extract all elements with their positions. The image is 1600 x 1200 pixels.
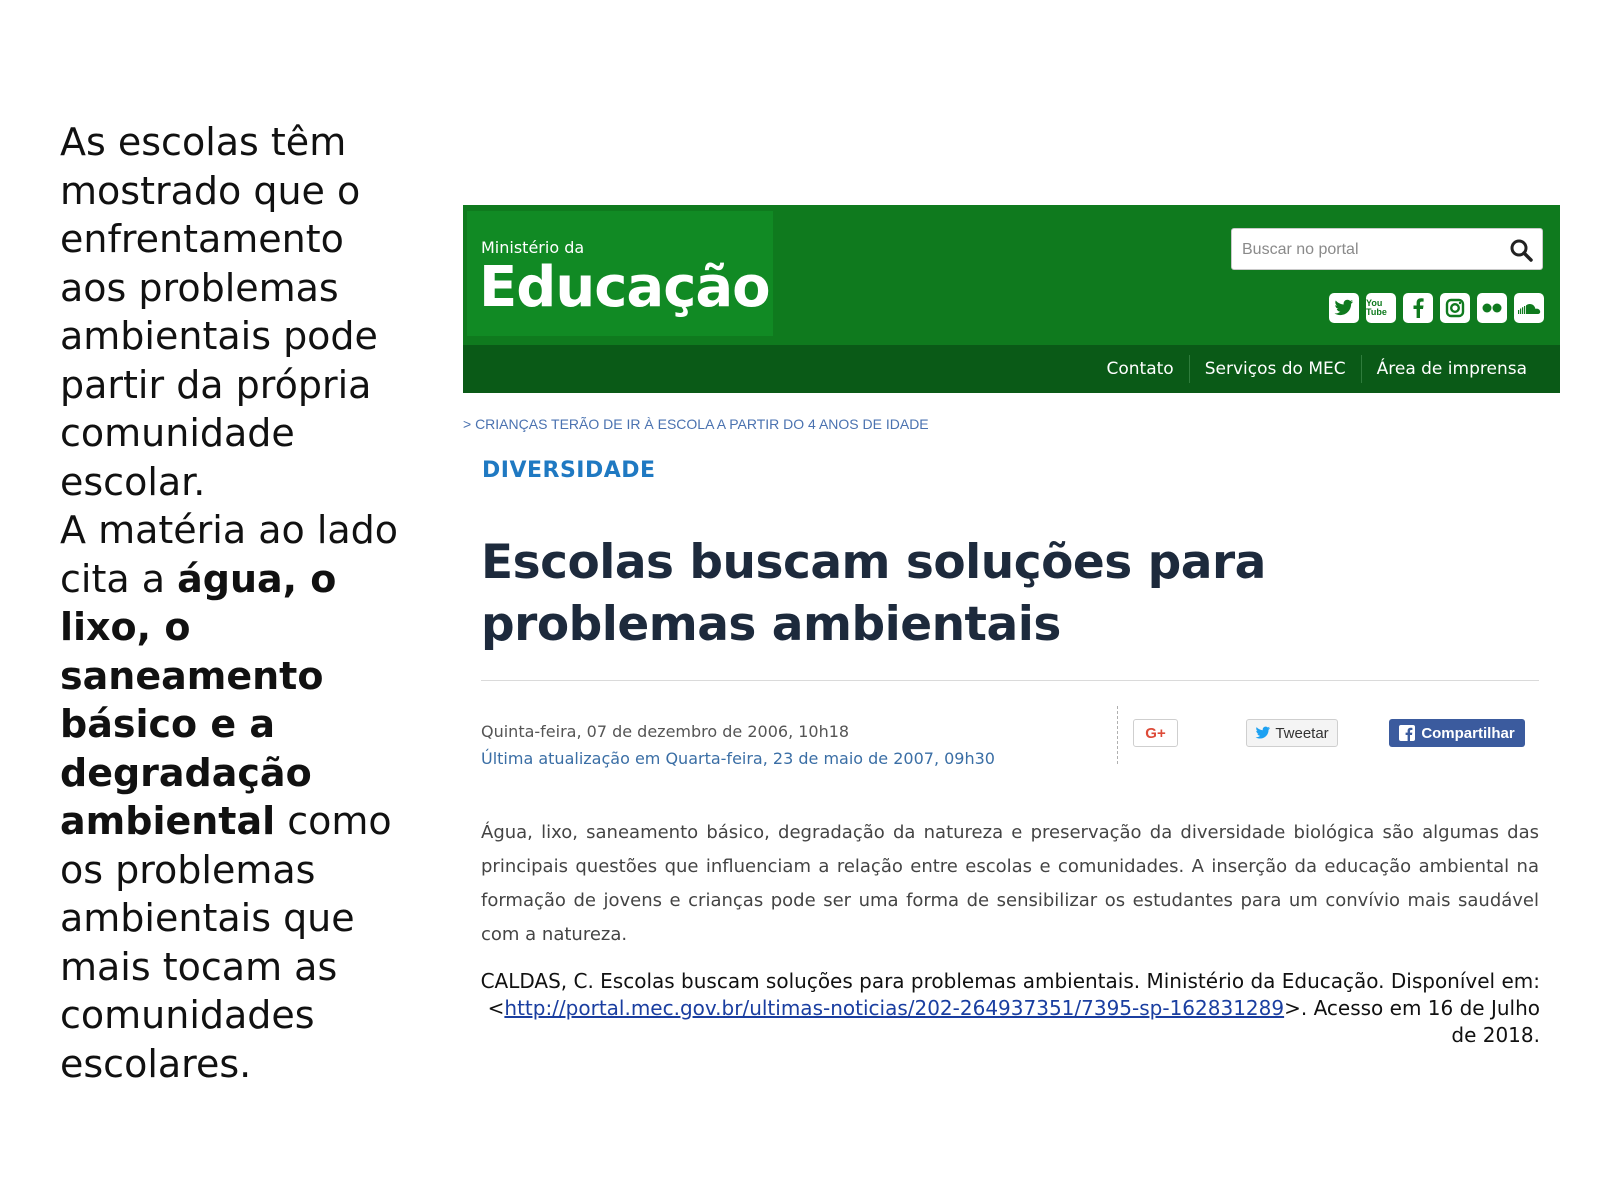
youtube-icon[interactable]: You Tube: [1366, 293, 1396, 323]
soundcloud-icon[interactable]: [1514, 293, 1544, 323]
tweet-label: Tweetar: [1275, 724, 1329, 742]
search-input[interactable]: [1240, 235, 1494, 265]
search-button[interactable]: [1506, 235, 1536, 265]
twitter-bird-icon: [1255, 726, 1271, 740]
published-date: Quinta-feira, 07 de dezembro de 2006, 10h18: [481, 722, 850, 741]
tweet-button[interactable]: [1246, 719, 1338, 747]
article-title: Escolas buscam soluções para problemas ambientais: [481, 535, 1266, 652]
flickr-icon[interactable]: [1477, 293, 1507, 323]
breadcrumb-link[interactable]: > CRIANÇAS TERÃO DE IR À ESCOLA A PARTIR DO 4 ANOS DE IDADE: [463, 416, 929, 432]
social-links: [1329, 293, 1544, 323]
article-body: Água, lixo, saneamento básico, degradação da natureza e preservação da diversidade biológica são algumas das principais questões que influenciam a relação entre escolas e comunidades. A inserção da educação ambiental na formação de jovens e crianças pode ser uma forma de sensibilizar os estudantes para um convívio mais saudável com a natureza.: [481, 822, 1539, 945]
nav-area-imprensa[interactable]: Área de imprensa: [1376, 359, 1527, 379]
citation-link[interactable]: http://portal.mec.gov.br/ultimas-noticias/202-264937351/7395-sp-162831289: [504, 996, 1285, 1020]
google-plus-icon: G+: [1145, 724, 1166, 742]
updated-date: Última atualização em Quarta-feira, 23 de maio de 2007, 09h30: [481, 749, 995, 768]
slide-text-intro: As escolas têm mostrado que o enfrentamento aos problemas ambientais pode partir da própria comunidade escolar.: [60, 120, 378, 504]
mec-page-screenshot: [463, 205, 1560, 393]
nav-contato[interactable]: Contato: [1106, 359, 1174, 379]
nav-servicos-mec[interactable]: Serviços do MEC: [1204, 359, 1346, 379]
slide-text: [60, 118, 420, 1088]
facebook-icon[interactable]: [1403, 293, 1433, 323]
slide-text-highlight: água, o lixo, o saneamento básico e a degradação ambiental: [60, 556, 337, 843]
search-icon: [1509, 238, 1533, 262]
share-divider: [1117, 706, 1118, 764]
citation-text: CALDAS, C. Escolas buscam soluções para problemas ambientais. Ministério da Educação. Disponível em: <: [480, 969, 1540, 1020]
facebook-share-button[interactable]: [1389, 719, 1525, 747]
citation-access-date: >. Acesso em 16 de Julho de 2018.: [1284, 996, 1540, 1047]
site-header: [463, 205, 1560, 393]
twitter-icon[interactable]: [1329, 293, 1359, 323]
facebook-share-label: Compartilhar: [1421, 724, 1515, 742]
top-nav: [463, 345, 1560, 393]
google-plus-button[interactable]: [1133, 719, 1178, 747]
site-logo[interactable]: [467, 211, 773, 336]
search-box: [1231, 228, 1543, 270]
slide-text-end: como os problemas ambientais que mais tocam as comunidades escolares.: [60, 799, 392, 1086]
title-divider: [481, 680, 1539, 681]
logo-title: Educação: [479, 255, 770, 320]
instagram-icon[interactable]: [1440, 293, 1470, 323]
logo-subtitle: Ministério da: [481, 238, 585, 257]
article-dates: [481, 718, 995, 772]
slide-text-lead: A matéria ao lado cita a: [60, 508, 399, 601]
section-label[interactable]: DIVERSIDADE: [482, 458, 656, 483]
facebook-icon: [1399, 725, 1415, 741]
source-citation: [470, 968, 1540, 1049]
